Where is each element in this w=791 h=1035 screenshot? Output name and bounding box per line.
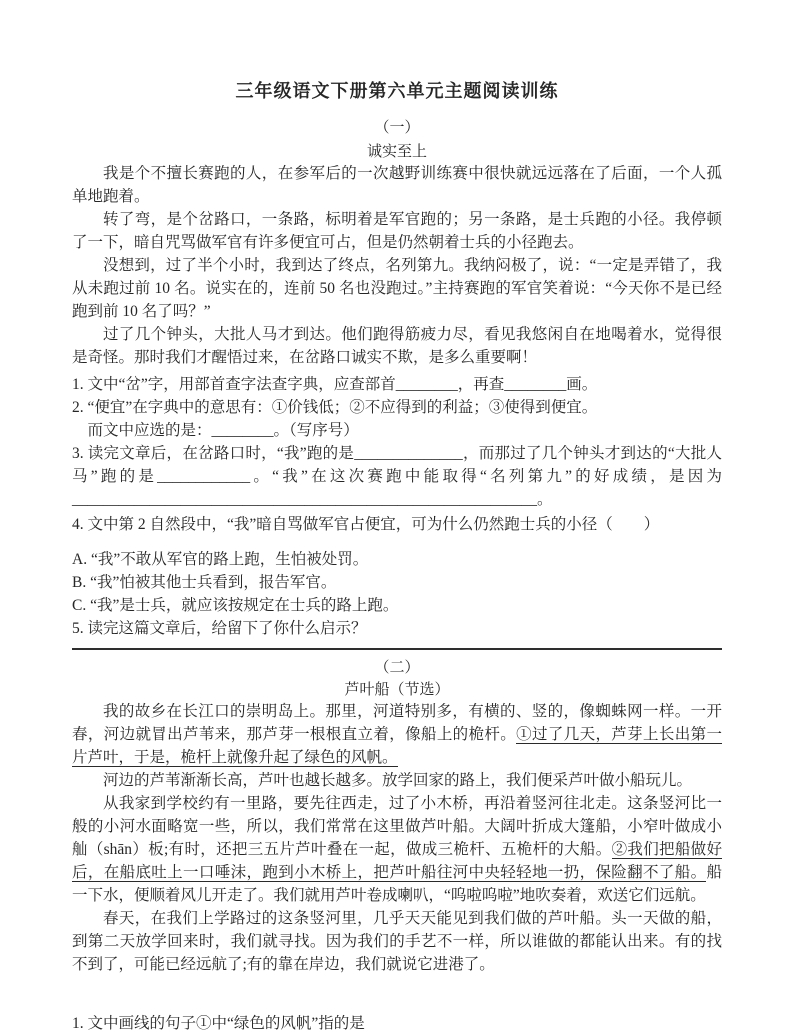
section2-title: 芦叶船（节选） — [344, 682, 450, 698]
option-c: C. “我”是士兵，就应该按规定在士兵的路上跑。 — [72, 597, 399, 614]
section1-paragraph-3: 没想到，过了半个小时，我到达了终点，名列第九。我纳闷极了，说：“一定是弄错了，我从未跑过前 10 名。说实在的，连前 50 名也没跑过。”主持赛跑的军官笑着说：“今天你不是已经跑到前 10 名了吗？” — [72, 257, 722, 320]
section2-number: （二） — [374, 660, 420, 676]
section1-paragraph-2: 转了弯，是个岔路口，一条路，标明着是军官跑的；另一条路，是士兵跑的小径。我停顿了一下，暗自咒骂做军官有许多便宜可占，但是仍然朝着士兵的小径跑去。 — [72, 211, 722, 251]
section2-paragraph-4: 春天，在我们上学路过的这条竖河里，几乎天天能见到我们做的芦叶船。头一天做的船，到第二天放学回来时，我们就寻找。因为我们的手艺不一样，所以谁做的都能认出来。有的找不到了，可能已经远航了;有的靠在岸边，我们就说它进港了。 — [72, 910, 722, 973]
question-2-line-2: 而文中应选的是：________。（写序号） — [87, 422, 359, 439]
section1-questions — [72, 373, 722, 640]
question-4-options — [72, 548, 722, 617]
question-1: 1. 文中“岔”字，用部首查字法查字典，应查部首________，再查________画。 — [72, 376, 598, 393]
document-title: 三年级语文下册第六单元主题阅读训练 — [235, 81, 559, 101]
section1-paragraph-4: 过了几个钟头，大批人马才到达。他们跑得筋疲力尽，看见我悠闲自在地喝着水，觉得很是奇怪。那时我们才醒悟过来，在岔路口诚实不欺，是多么重要啊！ — [72, 326, 722, 366]
section2-paragraph-3: 从我家到学校约有一里路，要先往西走，过了小木桥，再沿着竖河往北走。这条竖河比一般的小河水面略宽一些，所以，我们常常在这里做芦叶船。大阔叶折成大篷船，小窄叶做成小舢（shān）板;有时，还把三五片芦叶叠在一起，做成三桅杆、五桅杆的大船。②我们把船做好后，在船底吐上一口唾沫，跑到小木桥上，把芦叶船往河中央轻轻地一扔，保险翻不了船。船一下水，便顺着风儿开走了。我们就用芦叶卷成喇叭，“呜啦呜啦”地吹奏着，欢送它们远航。 — [72, 795, 722, 904]
bottom-question-partial: 1. 文中画线的句子①中“绿色的风帆”指的是 — [72, 1015, 365, 1032]
section2-paragraph-2: 河边的芦苇渐渐长高，芦叶也越长越多。放学回家的路上，我们便采芦叶做小船玩儿。 — [103, 772, 693, 789]
section1-paragraph-1: 我是个不擅长赛跑的人，在参军后的一次越野训练赛中很快就远远落在了后面，一个人孤单地跑着。 — [72, 165, 722, 205]
question-5: 5. 读完这篇文章后，给留下了你什么启示？ — [72, 620, 367, 637]
question-4: 4. 文中第 2 自然段中，“我”暗自骂做军官占便宜，可为什么仍然跑士兵的小径（ ） — [72, 516, 660, 533]
question-2-line-1: 2. “便宜”在字典中的意思有：①价钱低；②不应得到的利益；③使得到便宜。 — [72, 399, 598, 416]
section1-title: 诚实至上 — [366, 144, 427, 160]
option-a: A. “我”不敢从军官的路上跑，生怕被处罚。 — [72, 551, 369, 568]
section1-number: （一） — [374, 120, 420, 136]
question-3: 3. 读完文章后，在岔路口时，“我”跑的是______________，而那过了几个钟头才到达的“大批人马”跑的是____________。“我”在这次赛跑中能取得“名列第九”的好成绩，是因为____________________________________________________________。 — [72, 445, 722, 508]
option-b: B. “我”怕被其他士兵看到，报告军官。 — [72, 574, 337, 591]
section2-paragraph-1: 我的故乡在长江口的崇明岛上。那里，河道特别多，有横的、竖的，像蜘蛛网一样。一开春，河边就冒出芦苇来，那芦芽一根根直立着，像船上的桅杆。①过了几天，芦芽上长出第一片芦叶，于是，桅杆上就像升起了绿色的风帆。 — [72, 703, 722, 766]
section-divider — [72, 648, 722, 650]
